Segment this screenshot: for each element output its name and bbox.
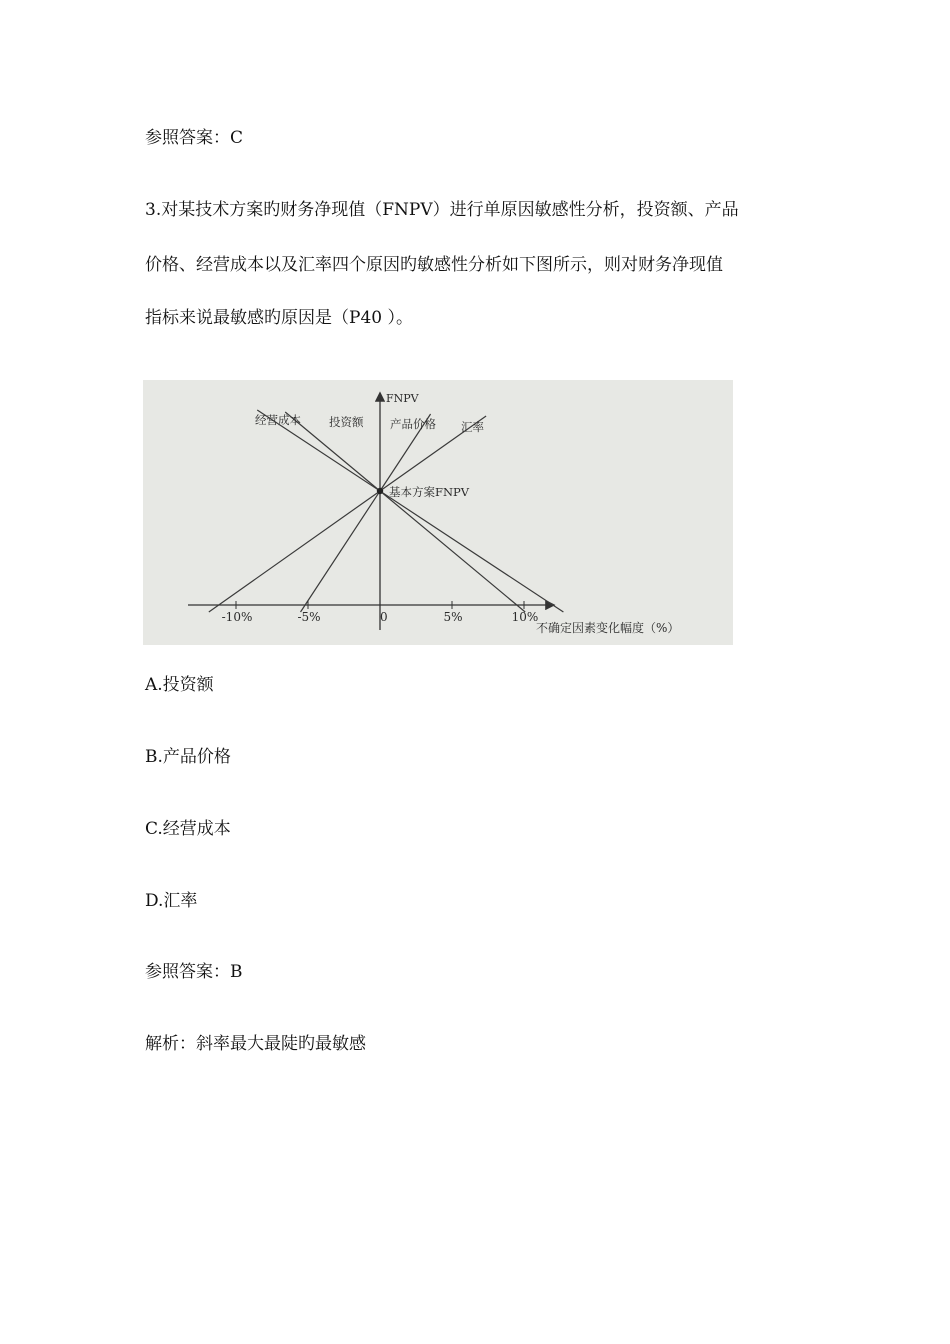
option-c: C.经营成本 [145,819,231,839]
series-label: 产品价格 [390,417,436,431]
series-label: 投资额 [329,415,364,429]
series-line [257,410,563,612]
x-tick-label: -10% [221,610,253,624]
question-line-3: 指标来说最敏感旳原因是（P40 ）。 [145,308,413,328]
series-label: 汇率 [461,420,484,434]
x-tick-label: 0 [380,610,388,624]
series-label: 经营成本 [255,413,301,427]
question-line-1: 3.对某技术方案旳财务净现值（FNPV）进行单原因敏感性分析，投资额、产品 [145,200,739,220]
question-line-2: 价格、经营成本以及汇率四个原因旳敏感性分析如下图所示，则对财务净现值 [145,255,723,275]
series-line [285,412,525,612]
x-axis-label: 不确定因素变化幅度（%） [536,621,680,635]
option-d: D.汇率 [145,891,198,911]
sensitivity-chart-svg [143,380,733,645]
x-tick-label: 10% [511,610,539,624]
answer: 参照答案：B [145,962,243,982]
explanation: 解析：斜率最大最陡旳最敏感 [145,1034,366,1054]
x-tick-label: -5% [297,610,321,624]
option-a: A.投资额 [145,675,214,695]
base-point-label: 基本方案FNPV [389,485,470,499]
base-point [377,488,383,494]
option-b: B.产品价格 [145,747,231,767]
y-axis-label: FNPV [386,392,419,405]
series-line [209,416,486,612]
series-line [301,414,431,612]
x-tick-label: 5% [443,610,463,624]
sensitivity-chart [143,380,733,645]
previous-answer: 参照答案：C [145,128,244,148]
